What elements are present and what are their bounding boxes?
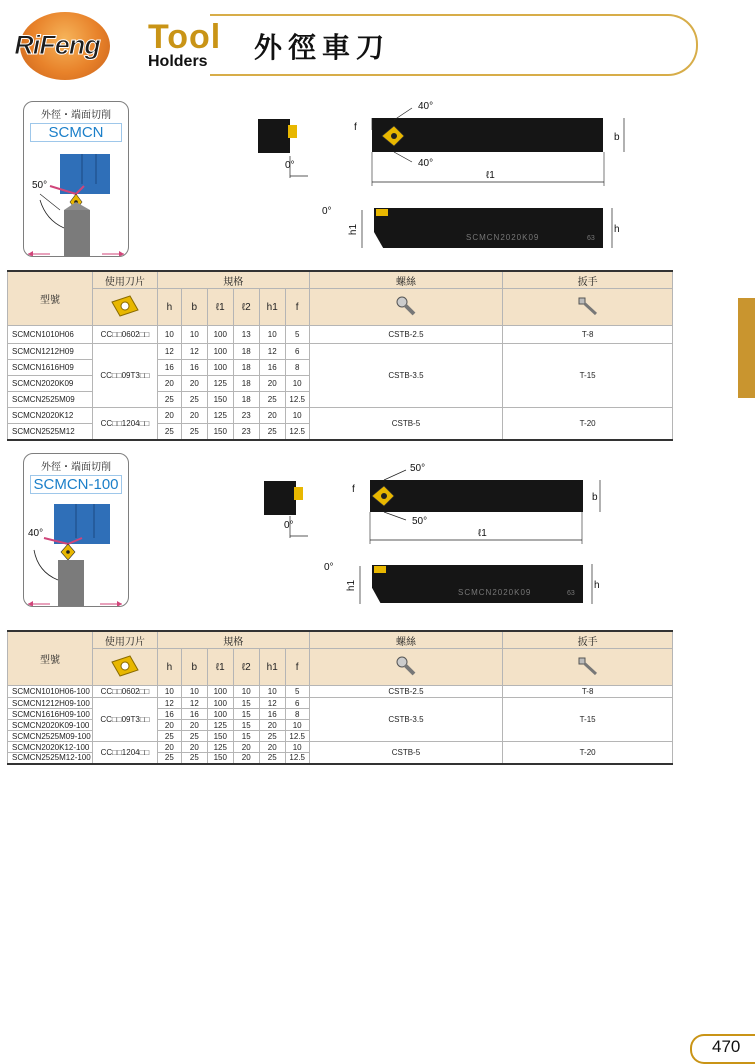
insert-end bbox=[288, 125, 297, 138]
card-code: SCMCN-100 bbox=[30, 475, 122, 494]
page-title: 外徑車刀 bbox=[254, 31, 391, 64]
spec-table bbox=[7, 270, 673, 441]
spec-b: b bbox=[181, 649, 207, 686]
wrench-cell: T-8 bbox=[503, 326, 673, 344]
table-row bbox=[8, 326, 673, 344]
dim-l1: ℓ1 bbox=[478, 528, 487, 539]
col-spec: 規格 bbox=[157, 631, 309, 649]
dim-l1: ℓ1 bbox=[486, 170, 495, 181]
model-cell: SCMCN2020K09-100 bbox=[8, 720, 93, 731]
model-cell: SCMCN1010H06-100 bbox=[8, 686, 93, 698]
cutting-diagram bbox=[24, 498, 128, 607]
cell-l2: 20 bbox=[233, 742, 259, 753]
dim-h: h bbox=[614, 224, 620, 235]
wrench-icon bbox=[503, 649, 673, 686]
page-number: 470 bbox=[712, 1037, 741, 1056]
side-view-dims bbox=[330, 556, 610, 606]
wrench-cell: T-20 bbox=[503, 742, 673, 764]
col-screw: 螺絲 bbox=[309, 271, 503, 289]
insert-icon bbox=[92, 289, 157, 326]
card-angle-label: 40° bbox=[28, 528, 44, 539]
model-cell: SCMCN2525M09 bbox=[8, 392, 93, 408]
cell-h1: 20 bbox=[259, 376, 285, 392]
cell-l2: 23 bbox=[233, 424, 259, 440]
cell-h1: 16 bbox=[259, 709, 285, 720]
cell-b: 25 bbox=[181, 424, 207, 440]
screw-icon bbox=[309, 289, 503, 326]
cell-h1: 25 bbox=[259, 424, 285, 440]
card-angle-label: 50° bbox=[32, 180, 48, 191]
cell-l2: 18 bbox=[233, 344, 259, 360]
dim-f: f bbox=[354, 122, 357, 133]
insert-cell: CC□□1204□□ bbox=[92, 742, 157, 764]
card-caption: 外徑・端面切削 bbox=[41, 462, 111, 473]
insert-cell: CC□□09T3□□ bbox=[92, 698, 157, 742]
angle-top-label: 50° bbox=[410, 463, 426, 474]
cell-h1: 20 bbox=[259, 720, 285, 731]
model-cell: SCMCN2525M12-100 bbox=[8, 753, 93, 764]
cell-b: 20 bbox=[181, 742, 207, 753]
screw-cell: CSTB-2.5 bbox=[309, 686, 503, 698]
cell-l2: 15 bbox=[233, 709, 259, 720]
dim-h1: h1 bbox=[346, 579, 358, 592]
cell-h: 20 bbox=[157, 742, 181, 753]
spec-b: b bbox=[181, 289, 207, 326]
model-cell: SCMCN2525M12 bbox=[8, 424, 93, 440]
dim-b: b bbox=[614, 132, 620, 143]
cell-l1: 150 bbox=[207, 424, 233, 440]
cell-h1: 12 bbox=[259, 698, 285, 709]
spec-table bbox=[7, 630, 673, 765]
model-cell: SCMCN1616H09-100 bbox=[8, 709, 93, 720]
insert-end bbox=[294, 487, 303, 500]
cell-l1: 125 bbox=[207, 376, 233, 392]
cell-b: 20 bbox=[181, 720, 207, 731]
cell-f: 6 bbox=[285, 344, 309, 360]
screw-cell: CSTB-2.5 bbox=[309, 326, 503, 344]
cell-l1: 100 bbox=[207, 698, 233, 709]
cell-f: 5 bbox=[285, 326, 309, 344]
cell-l1: 125 bbox=[207, 720, 233, 731]
logo-text: RiFeng bbox=[14, 30, 100, 60]
cell-l2: 20 bbox=[233, 753, 259, 764]
cell-b: 10 bbox=[181, 326, 207, 344]
cell-h: 25 bbox=[157, 753, 181, 764]
cell-f: 12.5 bbox=[285, 731, 309, 742]
end-angle-label: 0° bbox=[285, 160, 295, 171]
end-view bbox=[264, 481, 296, 515]
spec-l1: ℓ1 bbox=[207, 289, 233, 326]
cell-f: 10 bbox=[285, 376, 309, 392]
cell-f: 6 bbox=[285, 698, 309, 709]
cell-l1: 125 bbox=[207, 742, 233, 753]
cell-h: 10 bbox=[157, 326, 181, 344]
cell-h: 20 bbox=[157, 376, 181, 392]
cell-h1: 12 bbox=[259, 344, 285, 360]
cell-h: 20 bbox=[157, 720, 181, 731]
side-view-dims bbox=[330, 200, 630, 250]
end-angle-label: 0° bbox=[284, 520, 294, 531]
cell-l2: 10 bbox=[233, 686, 259, 698]
cell-h1: 20 bbox=[259, 408, 285, 424]
tool-marking: SCMCN2020K09 bbox=[458, 588, 532, 597]
insert-icon bbox=[92, 649, 157, 686]
tool-small-mark: 63 bbox=[587, 235, 595, 242]
model-cell: SCMCN1212H09 bbox=[8, 344, 93, 360]
spec-f: f bbox=[285, 649, 309, 686]
col-spec: 規格 bbox=[157, 271, 309, 289]
insert-cell: CC□□09T3□□ bbox=[92, 344, 157, 408]
wrench-cell: T-15 bbox=[503, 698, 673, 742]
table-row bbox=[8, 698, 673, 709]
cell-l2: 15 bbox=[233, 720, 259, 731]
screw-cell: CSTB-5 bbox=[309, 742, 503, 764]
cell-h1: 20 bbox=[259, 742, 285, 753]
cell-f: 8 bbox=[285, 360, 309, 376]
insert-cell: CC□□1204□□ bbox=[92, 408, 157, 440]
cell-l1: 125 bbox=[207, 408, 233, 424]
spec-h: h bbox=[157, 649, 181, 686]
cell-h: 12 bbox=[157, 698, 181, 709]
cell-h: 16 bbox=[157, 709, 181, 720]
screw-icon bbox=[309, 649, 503, 686]
screw-cell: CSTB-5 bbox=[309, 408, 503, 440]
cell-b: 16 bbox=[181, 709, 207, 720]
col-wrench: 扳手 bbox=[503, 271, 673, 289]
spec-h1: h1 bbox=[259, 289, 285, 326]
cell-f: 12.5 bbox=[285, 424, 309, 440]
cell-f: 10 bbox=[285, 720, 309, 731]
card-code: SCMCN bbox=[30, 123, 122, 142]
cell-f: 10 bbox=[285, 742, 309, 753]
wrench-icon bbox=[503, 289, 673, 326]
insert-cell: CC□□0602□□ bbox=[92, 686, 157, 698]
end-angle-marks bbox=[280, 512, 310, 542]
cell-f: 8 bbox=[285, 709, 309, 720]
cell-l1: 150 bbox=[207, 753, 233, 764]
model-cell: SCMCN2020K09 bbox=[8, 376, 93, 392]
cell-l1: 100 bbox=[207, 709, 233, 720]
screw-cell: CSTB-3.5 bbox=[309, 344, 503, 408]
cell-l2: 15 bbox=[233, 731, 259, 742]
spec-l2: ℓ2 bbox=[233, 289, 259, 326]
cell-f: 10 bbox=[285, 408, 309, 424]
cell-h: 12 bbox=[157, 344, 181, 360]
dim-h: h bbox=[594, 580, 600, 591]
model-cell: SCMCN2525M09-100 bbox=[8, 731, 93, 742]
cell-b: 20 bbox=[181, 376, 207, 392]
cell-f: 12.5 bbox=[285, 753, 309, 764]
table-row bbox=[8, 742, 673, 753]
cell-h: 25 bbox=[157, 392, 181, 408]
end-angle-marks bbox=[280, 150, 310, 180]
cell-h: 25 bbox=[157, 424, 181, 440]
model-cell: SCMCN1212H09-100 bbox=[8, 698, 93, 709]
cell-h1: 25 bbox=[259, 392, 285, 408]
table-row bbox=[8, 408, 673, 424]
brand-holders: Holders bbox=[148, 53, 208, 70]
spec-h: h bbox=[157, 289, 181, 326]
cell-b: 10 bbox=[181, 686, 207, 698]
wrench-cell: T-20 bbox=[503, 408, 673, 440]
dim-h1: h1 bbox=[348, 223, 360, 236]
cell-b: 25 bbox=[181, 753, 207, 764]
wrench-cell: T-8 bbox=[503, 686, 673, 698]
angle-bottom-label: 40° bbox=[418, 158, 434, 169]
cell-h1: 10 bbox=[259, 326, 285, 344]
cell-h: 20 bbox=[157, 408, 181, 424]
insert-cell: CC□□0602□□ bbox=[92, 326, 157, 344]
cell-h: 16 bbox=[157, 360, 181, 376]
cell-f: 5 bbox=[285, 686, 309, 698]
cell-b: 25 bbox=[181, 731, 207, 742]
cell-b: 20 bbox=[181, 408, 207, 424]
cell-l1: 100 bbox=[207, 360, 233, 376]
cell-l2: 13 bbox=[233, 326, 259, 344]
dim-b: b bbox=[592, 492, 598, 503]
angle-top-label: 40° bbox=[418, 101, 434, 112]
model-cell: SCMCN1616H09 bbox=[8, 360, 93, 376]
cell-l1: 100 bbox=[207, 326, 233, 344]
col-insert: 使用刀片 bbox=[92, 271, 157, 289]
end-view bbox=[258, 119, 290, 153]
col-model: 型號 bbox=[8, 271, 93, 326]
model-cell: SCMCN2020K12 bbox=[8, 408, 93, 424]
cell-h: 10 bbox=[157, 686, 181, 698]
cell-f: 12.5 bbox=[285, 392, 309, 408]
spec-h1: h1 bbox=[259, 649, 285, 686]
cell-h: 25 bbox=[157, 731, 181, 742]
col-model: 型號 bbox=[8, 631, 93, 686]
col-wrench: 扳手 bbox=[503, 631, 673, 649]
cell-b: 12 bbox=[181, 698, 207, 709]
cell-h1: 10 bbox=[259, 686, 285, 698]
col-insert: 使用刀片 bbox=[92, 631, 157, 649]
cell-h1: 16 bbox=[259, 360, 285, 376]
cell-l2: 18 bbox=[233, 376, 259, 392]
spec-f: f bbox=[285, 289, 309, 326]
cell-l1: 150 bbox=[207, 731, 233, 742]
dim-f: f bbox=[352, 484, 355, 495]
cell-l1: 150 bbox=[207, 392, 233, 408]
table-row bbox=[8, 686, 673, 698]
angle-bottom-label: 50° bbox=[412, 516, 428, 527]
model-cell: SCMCN2020K12-100 bbox=[8, 742, 93, 753]
section-card bbox=[23, 101, 129, 257]
cell-l2: 18 bbox=[233, 360, 259, 376]
spec-l1: ℓ1 bbox=[207, 649, 233, 686]
spec-l2: ℓ2 bbox=[233, 649, 259, 686]
cell-l2: 23 bbox=[233, 408, 259, 424]
cell-l2: 15 bbox=[233, 698, 259, 709]
cell-b: 25 bbox=[181, 392, 207, 408]
cell-l1: 100 bbox=[207, 344, 233, 360]
cutting-diagram bbox=[24, 146, 128, 256]
tool-marking: SCMCN2020K09 bbox=[466, 233, 540, 242]
cell-b: 12 bbox=[181, 344, 207, 360]
cell-l2: 18 bbox=[233, 392, 259, 408]
side-angle-label: 0° bbox=[322, 206, 332, 217]
cell-h1: 25 bbox=[259, 753, 285, 764]
cell-h1: 25 bbox=[259, 731, 285, 742]
screw-cell: CSTB-3.5 bbox=[309, 698, 503, 742]
section-tab bbox=[738, 298, 755, 398]
card-caption: 外徑・端面切削 bbox=[41, 110, 111, 121]
model-cell: SCMCN1010H06 bbox=[8, 326, 93, 344]
section-card bbox=[23, 453, 129, 607]
table-row bbox=[8, 344, 673, 360]
cell-b: 16 bbox=[181, 360, 207, 376]
tool-small-mark: 63 bbox=[567, 590, 575, 597]
col-screw: 螺絲 bbox=[309, 631, 503, 649]
brand-tool: Tool bbox=[148, 18, 222, 56]
cell-l1: 100 bbox=[207, 686, 233, 698]
wrench-cell: T-15 bbox=[503, 344, 673, 408]
side-angle-label: 0° bbox=[324, 562, 334, 573]
